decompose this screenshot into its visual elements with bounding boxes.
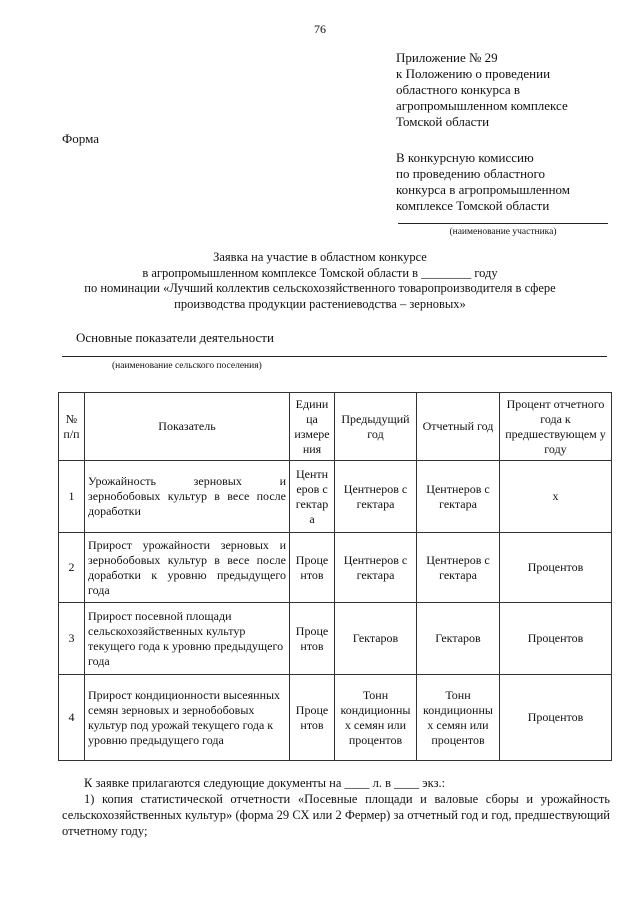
row-unit: Проце нтов — [290, 533, 335, 603]
row-prev: Гектаров — [335, 603, 417, 675]
settlement-caption: (наименование сельского поселения) — [112, 361, 262, 371]
row-prev: Центнеров с гектара — [335, 461, 417, 533]
attachments-text — [62, 775, 610, 839]
application-title — [60, 250, 580, 312]
row-percent: Процентов — [500, 533, 612, 603]
application-title-line: производства продукции растениеводства – зерновых» — [174, 296, 466, 311]
row-indicator: Прирост посевной площади сельскохозяйственных культур текущего года к уровню предыдущего года — [85, 603, 290, 675]
header-prev-year: Предыдущий год — [335, 393, 417, 461]
row-percent: Процентов — [500, 675, 612, 761]
row-unit: Проце нтов — [290, 675, 335, 761]
row-num: 2 — [59, 533, 85, 603]
table-row — [59, 675, 612, 761]
application-title-line: Заявка на участие в областном конкурсе — [213, 250, 427, 264]
header-report-year: Отчетный год — [417, 393, 500, 461]
page-number: 76 — [314, 22, 326, 36]
row-report: Центнеров с гектара — [417, 533, 500, 603]
appendix-block — [396, 50, 636, 130]
appendix-line: к Положению о проведении — [396, 66, 551, 81]
commission-block — [396, 150, 636, 214]
header-percent: Процент отчетного года к предшествующем у году — [500, 393, 612, 461]
form-label: Форма — [62, 131, 99, 146]
table-header-row — [59, 393, 612, 461]
row-percent: Процентов — [500, 603, 612, 675]
commission-line: комплексе Томской области — [396, 198, 550, 213]
application-title-line: в агропромышленном комплексе Томской области в ________ году — [142, 265, 498, 280]
row-num: 4 — [59, 675, 85, 761]
appendix-line: Приложение № 29 — [396, 50, 498, 65]
table-row — [59, 603, 612, 675]
row-indicator: Прирост урожайности зерновых и зернобобовых культур в весе после доработки к уровню предыдущего года — [85, 533, 290, 603]
participant-name-line[interactable] — [398, 223, 608, 224]
settlement-name-line[interactable] — [62, 356, 607, 357]
header-indicator: Показатель — [85, 393, 290, 461]
commission-line: конкурса в агропромышленном — [396, 182, 571, 197]
attachments-intro: К заявке прилагаются следующие документы на ____ л. в ____ экз.: — [84, 776, 446, 790]
application-title-line: по номинации «Лучший коллектив сельскохозяйственного товаропроизводителя в сфере — [84, 281, 556, 295]
row-report: Гектаров — [417, 603, 500, 675]
indicators-table — [58, 392, 612, 761]
attachment-item: 1) копия статистической отчетности «Посевные площади и валовые сборы и урожайность сельскохозяйственных культур» (форма 29 СХ или 2 Фермер) за отчетный год и год, предшествующий отчетному году; — [62, 792, 610, 838]
row-report: Тонн кондиционны х семян или процентов — [417, 675, 500, 761]
appendix-line: агропромышленном комплексе — [396, 98, 568, 113]
table-row — [59, 533, 612, 603]
row-num: 3 — [59, 603, 85, 675]
row-prev: Центнеров с гектара — [335, 533, 417, 603]
row-indicator: Урожайность зерновых и зернобобовых культур в весе после доработки — [85, 461, 290, 533]
row-prev: Тонн кондиционны х семян или процентов — [335, 675, 417, 761]
row-indicator: Прирост кондиционности высеянных семян зерновых и зернобобовых культур под урожай текущего года к уровню предыдущего года — [85, 675, 290, 761]
header-num: № п/п — [59, 393, 85, 461]
commission-line: В конкурсную комиссию — [396, 150, 534, 165]
row-num: 1 — [59, 461, 85, 533]
appendix-line: Томской области — [396, 114, 490, 129]
row-percent: х — [500, 461, 612, 533]
row-unit: Проце нтов — [290, 603, 335, 675]
commission-line: по проведению областного — [396, 166, 546, 181]
row-unit: Центн еров с гектар а — [290, 461, 335, 533]
header-unit: Едини ца измере ния — [290, 393, 335, 461]
table-row — [59, 461, 612, 533]
participant-caption: (наименование участника) — [449, 227, 557, 237]
indicators-heading: Основные показатели деятельности — [76, 330, 274, 345]
appendix-line: областного конкурса в — [396, 82, 521, 97]
row-report: Центнеров с гектара — [417, 461, 500, 533]
